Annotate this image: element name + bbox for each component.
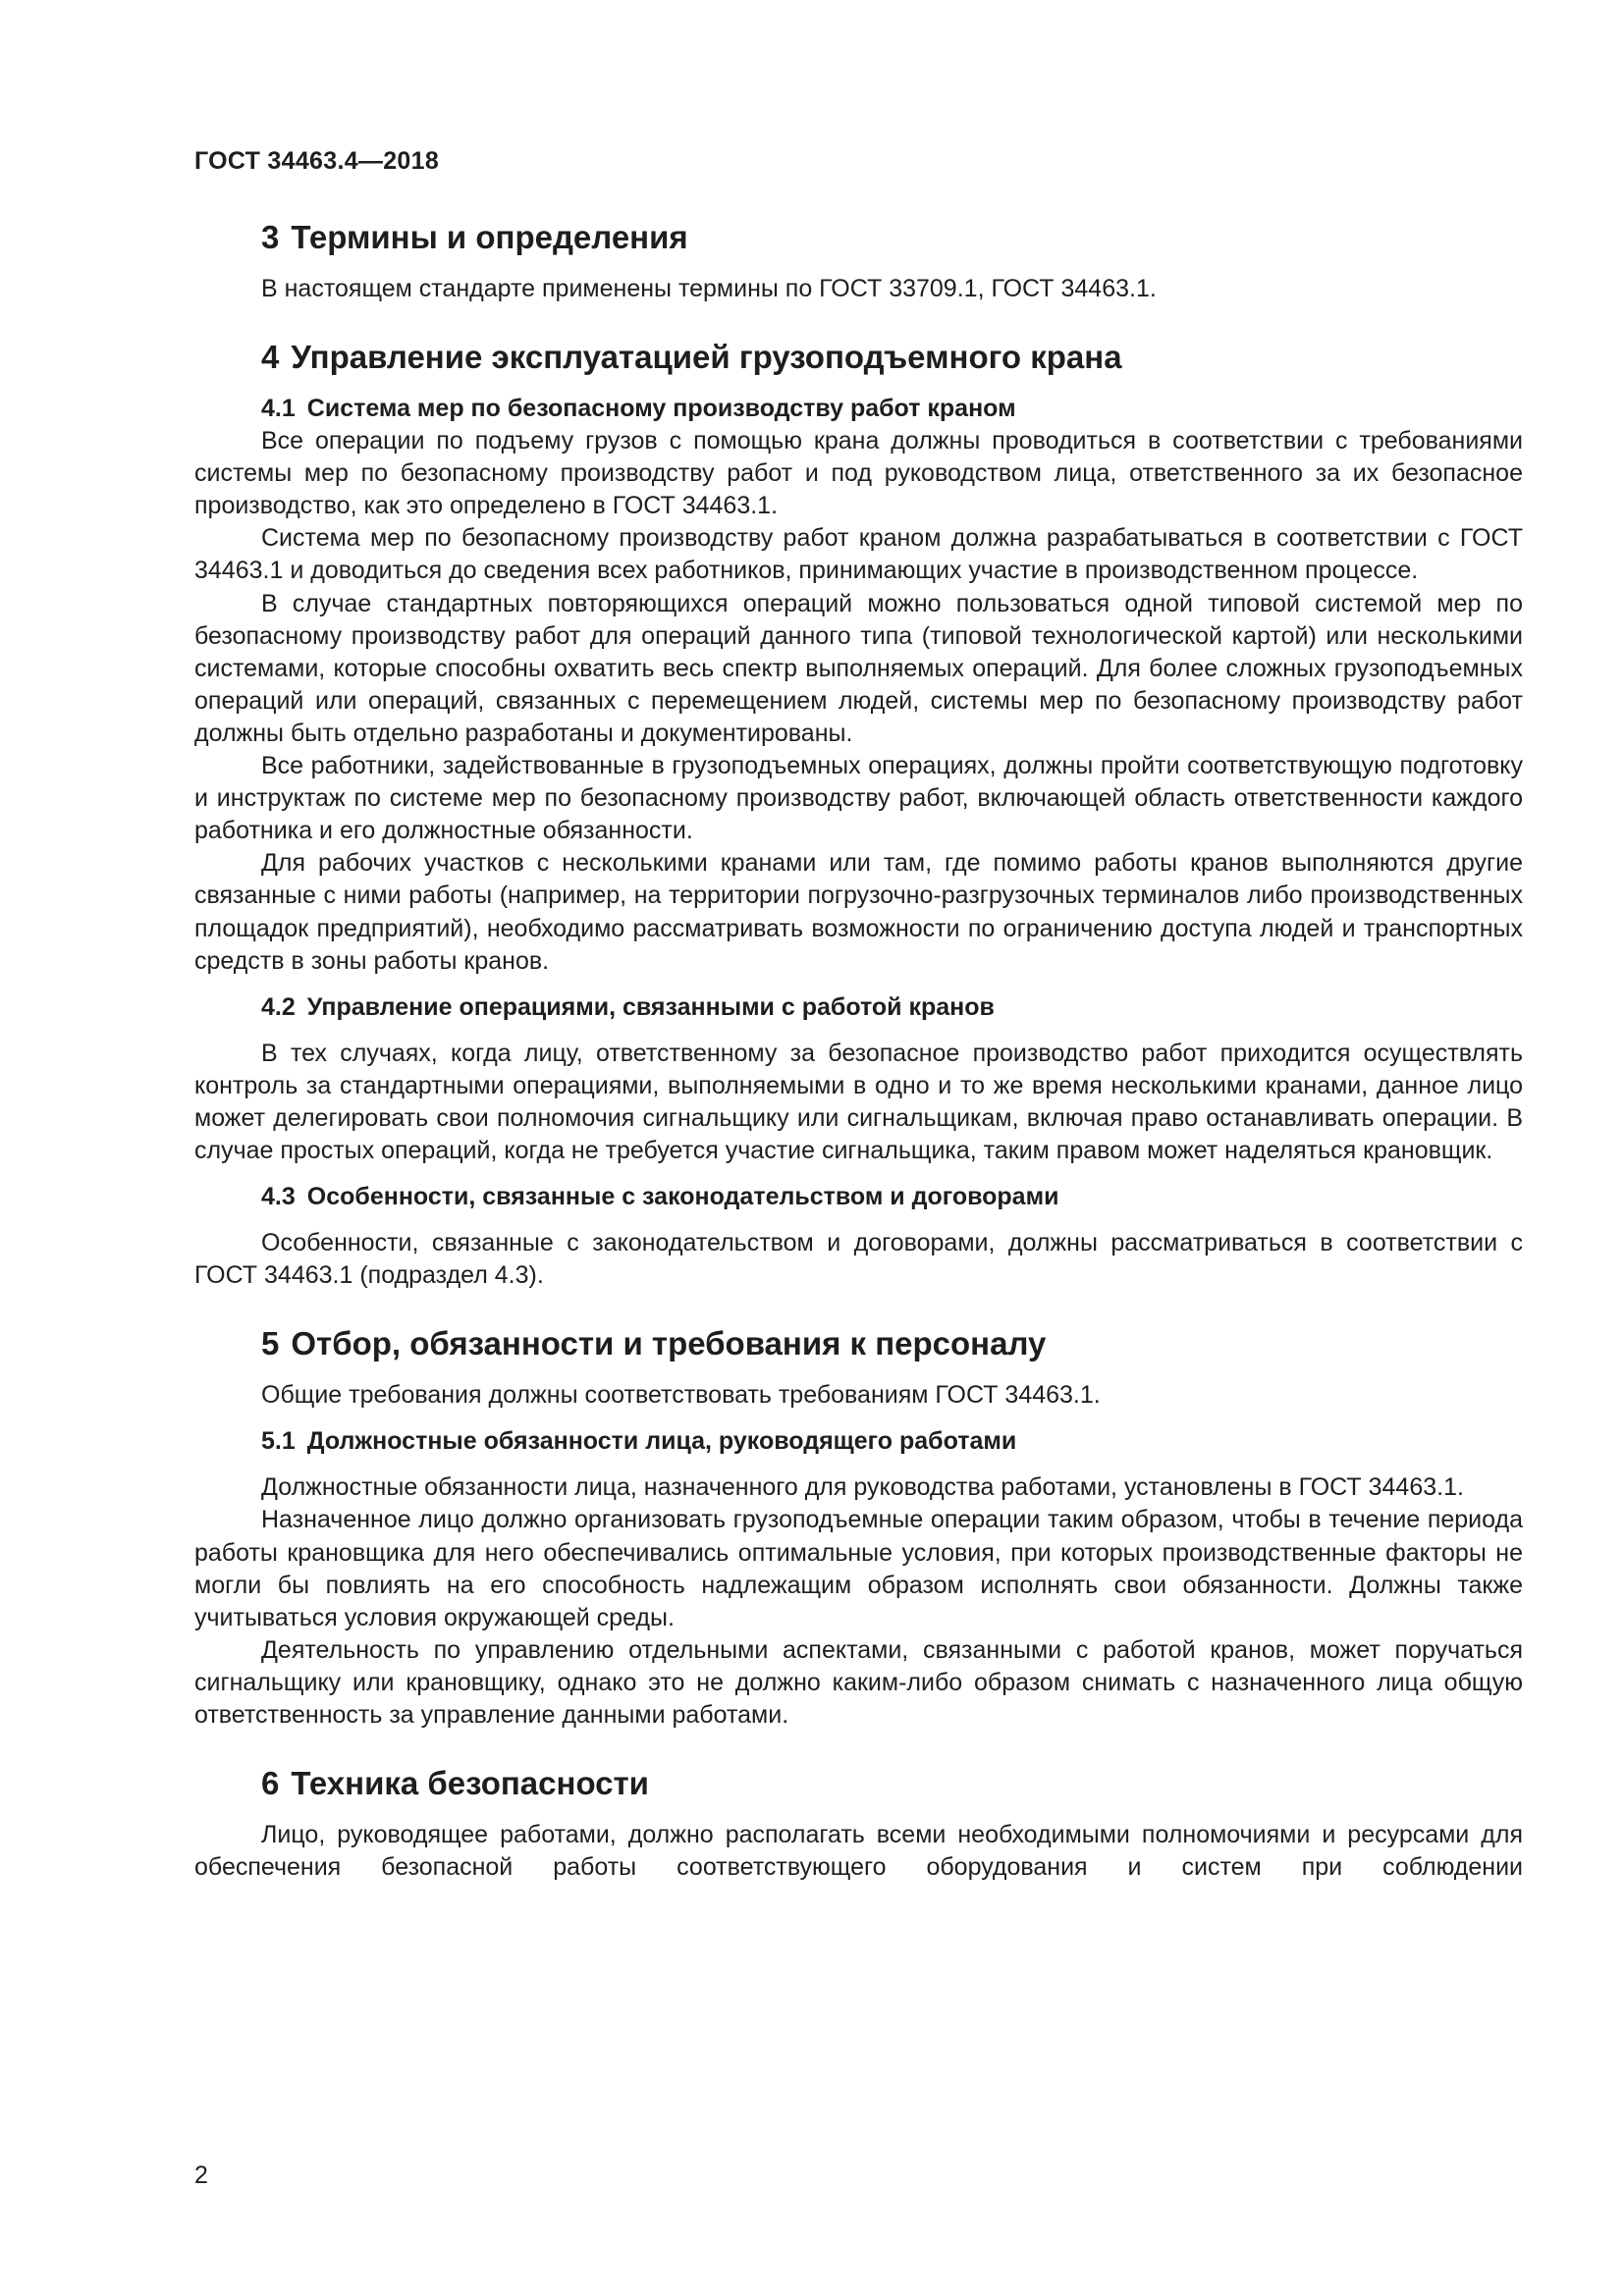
- subsection-number: 5.1: [261, 1427, 296, 1456]
- paragraph: В случае стандартных повторяющихся операций можно пользоваться одной типовой системой мер по безопасному производству работ для операций данного типа (типовой технологической картой) или несколькими системами, которые способны охватить весь спектр выполняемых операций. Для более сложных грузоподъемных операций или операций, связанных с перемещением людей, системы мер по безопасному производству работ должны быть отдельно разработаны и документированы.: [194, 589, 1523, 747]
- section-title: Техника безопасности: [291, 1765, 649, 1802]
- subsection-number: 4.3: [261, 1183, 296, 1211]
- section-title: Термины и определения: [291, 219, 688, 255]
- paragraph: Для рабочих участков с несколькими кранами или там, где помимо работы кранов выполняются другие связанные с ними работы (например, на территории погрузочно-разгрузочных терминалов либо производственных площадок предприятий), необходимо рассматривать возможности по ограничению доступа людей и транспортных средств в зоны работы кранов.: [194, 849, 1523, 975]
- subsection-number: 4.1: [261, 395, 296, 423]
- section-5-heading: [194, 1324, 1523, 1363]
- paragraph: В настоящем стандарте применены термины по ГОСТ 33709.1, ГОСТ 34463.1.: [261, 275, 1157, 302]
- section-number: 4: [261, 339, 280, 376]
- paragraph: В тех случаях, когда лицу, ответственному за безопасное производство работ приходится осуществлять контроль за стандартными операциями, выполняемыми в одно и то же время несколькими кранами, данное лицо может делегировать свои полномочия сигнальщику или сигнальщикам, включая право останавливать операции. В случае простых операций, когда не требуется участие сигнальщика, таким правом может наделяться крановщик.: [194, 1039, 1523, 1164]
- paragraph: Лицо, руководящее работами, должно располагать всеми необходимыми полномочиями и ресурсами для обеспечения безопасной работы соответствующего оборудования и систем при соблюдении: [194, 1821, 1523, 1882]
- paragraph: Общие требования должны соответствовать требованиям ГОСТ 34463.1.: [261, 1381, 1101, 1410]
- paragraph: Все работники, задействованные в грузоподъемных операциях, должны пройти соответствующую подготовку и инструктаж по системе мер по безопасному производству работ, включающей область ответственности каждого работника и его должностные обязанности.: [194, 752, 1523, 845]
- subsection-title: Должностные обязанности лица, руководящего работами: [306, 1427, 1017, 1456]
- section-6-heading: [194, 1764, 1523, 1803]
- section-number: 3: [261, 219, 280, 255]
- paragraph: Назначенное лицо должно организовать грузоподъемные операции таким образом, чтобы в течение периода работы крановщика для него обеспечивались оптимальные условия, при которых производственные факторы не могли бы повлиять на его способность надлежащим образом исполнять свои обязанности. Должны также учитываться условия окружающей среды.: [194, 1506, 1523, 1631]
- page-number: 2: [194, 2162, 208, 2189]
- paragraph: Должностные обязанности лица, назначенного для руководства работами, установлены в ГОСТ 34463.1.: [261, 1473, 1464, 1502]
- section-title: Управление эксплуатацией грузоподъемного крана: [291, 339, 1122, 376]
- subsection-4-3-heading: [194, 1181, 1523, 1213]
- section-number: 6: [261, 1765, 280, 1802]
- document-header: ГОСТ 34463.4—2018: [194, 147, 440, 175]
- section-title: Отбор, обязанности и требования к персоналу: [291, 1325, 1047, 1362]
- subsection-title: Управление операциями, связанными с работой кранов: [306, 992, 995, 1021]
- section-number: 5: [261, 1325, 280, 1362]
- subsection-title: Особенности, связанные с законодательством и договорами: [306, 1183, 1059, 1211]
- subsection-title: Система мер по безопасному производству работ краном: [306, 395, 1016, 423]
- section-4-heading: [194, 338, 1523, 377]
- subsection-5-1-heading: [194, 1425, 1523, 1458]
- subsection-4-2-heading: [194, 991, 1523, 1024]
- document-body: [194, 218, 1523, 1884]
- paragraph: Деятельность по управлению отдельными аспектами, связанными с работой кранов, может поручаться сигнальщику или крановщику, однако это не должно каким-либо образом снимать с назначенного лица общую ответственность за управление данными работами.: [194, 1635, 1523, 1729]
- paragraph: Система мер по безопасному производству работ краном должна разрабатываться в соответствии с ГОСТ 34463.1 и доводиться до сведения всех работников, принимающих участие в производственном процессе.: [194, 524, 1523, 585]
- subsection-4-1-heading: [194, 393, 1523, 425]
- section-3-heading: [194, 218, 1523, 257]
- subsection-number: 4.2: [261, 992, 296, 1021]
- paragraph: Все операции по подъему грузов с помощью крана должны проводиться в соответствии с требованиями системы мер по безопасному производству работ и под руководством лица, ответственного за их безопасное производство, как это определено в ГОСТ 34463.1.: [194, 427, 1523, 520]
- paragraph: Особенности, связанные с законодательством и договорами, должны рассматриваться в соответствии с ГОСТ 34463.1 (подраздел 4.3).: [194, 1229, 1523, 1290]
